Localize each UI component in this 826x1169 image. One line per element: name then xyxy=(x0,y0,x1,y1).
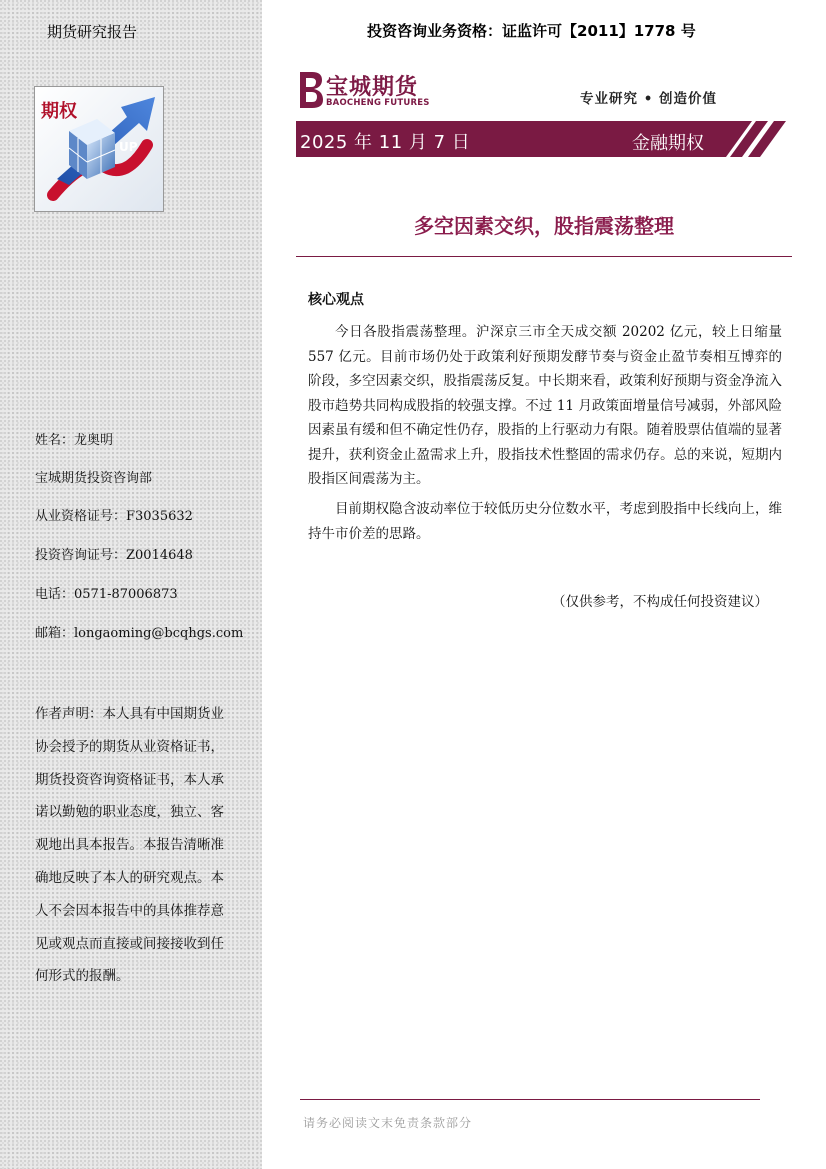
logo-cn: 宝城期货 xyxy=(326,74,419,100)
footer-divider xyxy=(300,1099,760,1100)
reference-note: （仅供参考，不构成任何投资建议） xyxy=(552,594,768,610)
analyst-qualification: 从业资格证号：F3035632 xyxy=(35,509,193,524)
cover-arrow-text: UP xyxy=(119,140,138,154)
company-logo xyxy=(296,70,436,110)
core-heading: 核心观点 xyxy=(308,292,364,308)
logo-mark-icon xyxy=(296,70,324,110)
license-text: 投资咨询业务资格：证监许可【2011】1778 号 xyxy=(367,22,696,40)
title-divider xyxy=(296,256,792,257)
report-date: 2025 年 11 月 7 日 xyxy=(300,132,471,153)
paragraph-2: 目前期权隐含波动率位于较低历史分位数水平，考虑到股指中长线向上，维持牛市价差的思路。 xyxy=(308,501,782,542)
author-statement: 作者声明：本人具有中国期货业协会授予的期货从业资格证书，期货投资咨询资格证书，本人承诺以勤勉的职业态度，独立、客观地出具本报告。本报告清晰准确地反映了本人的研究观点。本人不会因本报告中的具体推荐意见或观点而直接或间接接收到任何形式的报酬。 xyxy=(35,706,224,985)
analyst-phone: 电话：0571-87006873 xyxy=(35,587,178,602)
analyst-name: 姓名：龙奥明 xyxy=(35,433,114,448)
article-title: 多空因素交织，股指震荡整理 xyxy=(414,214,674,238)
cover-label: 期权 xyxy=(41,101,77,122)
logo-en: BAOCHENG FUTURES xyxy=(326,98,430,108)
band-stripes-icon xyxy=(712,121,792,157)
slogan: 专业研究 • 创造价值 xyxy=(580,91,718,107)
analyst-dept: 宝城期货投资咨询部 xyxy=(35,471,153,486)
cover-graphic xyxy=(35,87,163,211)
paragraph-1: 今日各股指震荡整理。沪深京三市全天成交额 20202 亿元，较上日缩量 557 亿元。目前市场仍处于政策利好预期发酵节奏与资金止盈节奏相互博弈的阶段，多空因素交织，股指震荡反复。中长期来看，政策利好预期与资金净流入股市趋势共同构成股指的较强支撑。不过 11 月政策面增量信号减弱，外部风险因素虽有缓和但不确定性仍存，股指的上行驱动力有限。随着股票估值端的显著提升，获利资金止盈需求上升，股指技术性整固的需求仍存。总的来说，短期内股指区间震荡为主。 xyxy=(308,324,782,487)
analyst-email: 邮箱：longaoming@bcqhgs.com xyxy=(35,626,244,641)
footer-disclaimer: 请务必阅读文末免责条款部分 xyxy=(303,1116,473,1130)
cover-image xyxy=(34,86,164,212)
report-type-label: 期货研究报告 xyxy=(47,23,138,41)
report-section: 金融期权 xyxy=(632,133,704,154)
analyst-consult-id: 投资咨询证号：Z0014648 xyxy=(35,548,193,563)
